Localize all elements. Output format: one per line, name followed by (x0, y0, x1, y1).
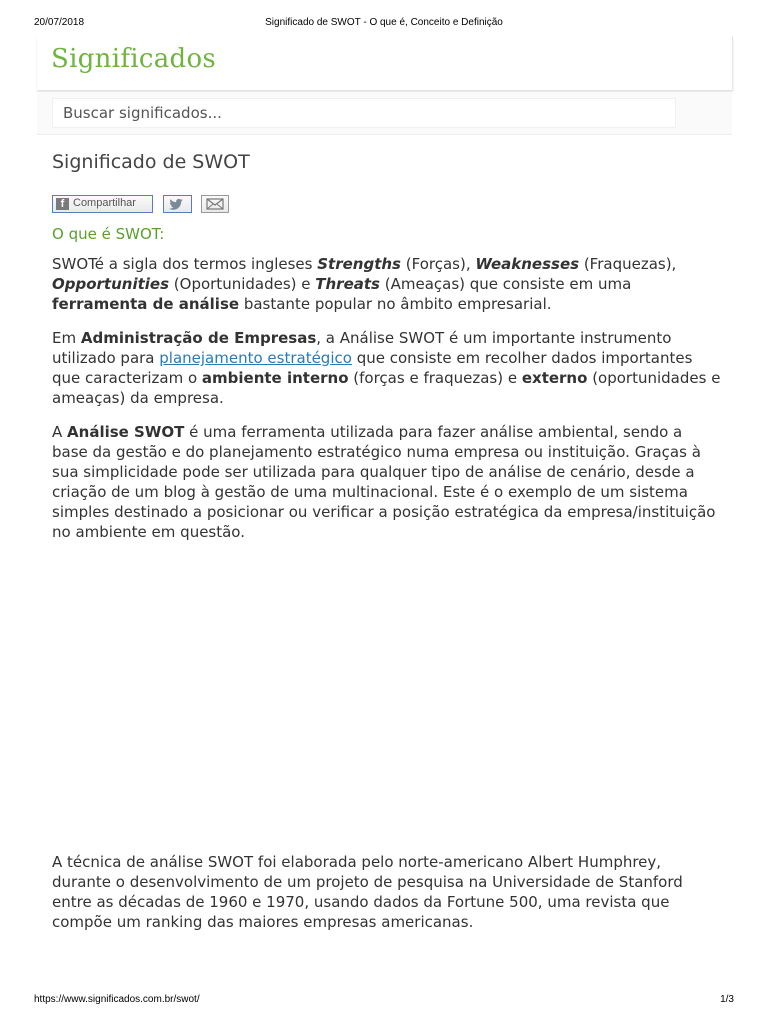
article-paragraph: A técnica de análise SWOT foi elaborada pelo norte-americano Albert Humphrey, durante o desenvolvimento de um projeto de pesquisa na Universidade de Stanford entre as décadas de 1960 e 1970, usando dados da Fortune 500, uma revista que compõe um ranking das maiores empresas americanas. (52, 853, 683, 931)
mail-icon (202, 196, 228, 212)
search-input[interactable] (52, 98, 676, 128)
print-date: 20/07/2018 (34, 17, 85, 28)
site-header (37, 36, 733, 90)
facebook-share-label: Compartilhar (73, 197, 136, 209)
page-title: Significado de SWOT (52, 151, 250, 173)
print-page-number: 1/3 (720, 994, 734, 1005)
twitter-share-button[interactable] (163, 195, 192, 213)
article-paragraph: SWOTé a sigla dos termos ingleses Strengths (Forças), Weaknesses (Fraquezas), Opportunities (Oportunidades) e Threats (Ameaças) que consiste em uma ferramenta de análise bastante popular no âmbito empresarial. (52, 255, 677, 313)
site-logo[interactable]: Significados (51, 44, 217, 74)
section-heading: O que é SWOT: (52, 225, 165, 243)
planejamento-estrategico-link[interactable]: planejamento estratégico (159, 349, 352, 367)
article-paragraph: A Análise SWOT é uma ferramenta utilizada para fazer análise ambiental, sendo a base da gestão e do planejamento estratégico numa empresa ou instituição. Graças à sua simplicidade pode ser utilizada para qualquer tipo de análise de cenário, desde a criação de um blog à gestão de uma multinacional. Este é o exemplo de um sistema simples destinado a posicionar ou verificar a posição estratégica da empresa/instituição no ambiente em questão. (52, 423, 716, 541)
print-url: https://www.significados.com.br/swot/ (34, 994, 200, 1005)
print-title: Significado de SWOT - O que é, Conceito e Definição (265, 17, 503, 28)
facebook-share-button[interactable] (52, 195, 153, 213)
facebook-icon: f (56, 198, 69, 210)
email-share-button[interactable] (201, 195, 229, 213)
search-bar (37, 92, 732, 135)
twitter-icon (164, 196, 191, 212)
article-paragraph: Em Administração de Empresas, a Análise SWOT é um importante instrumento utilizado para planejamento estratégico que consiste em recolher dados importantes que caracterizam o ambiente interno (forças e fraquezas) e externo (oportunidades e ameaças) da empresa. (52, 329, 721, 407)
